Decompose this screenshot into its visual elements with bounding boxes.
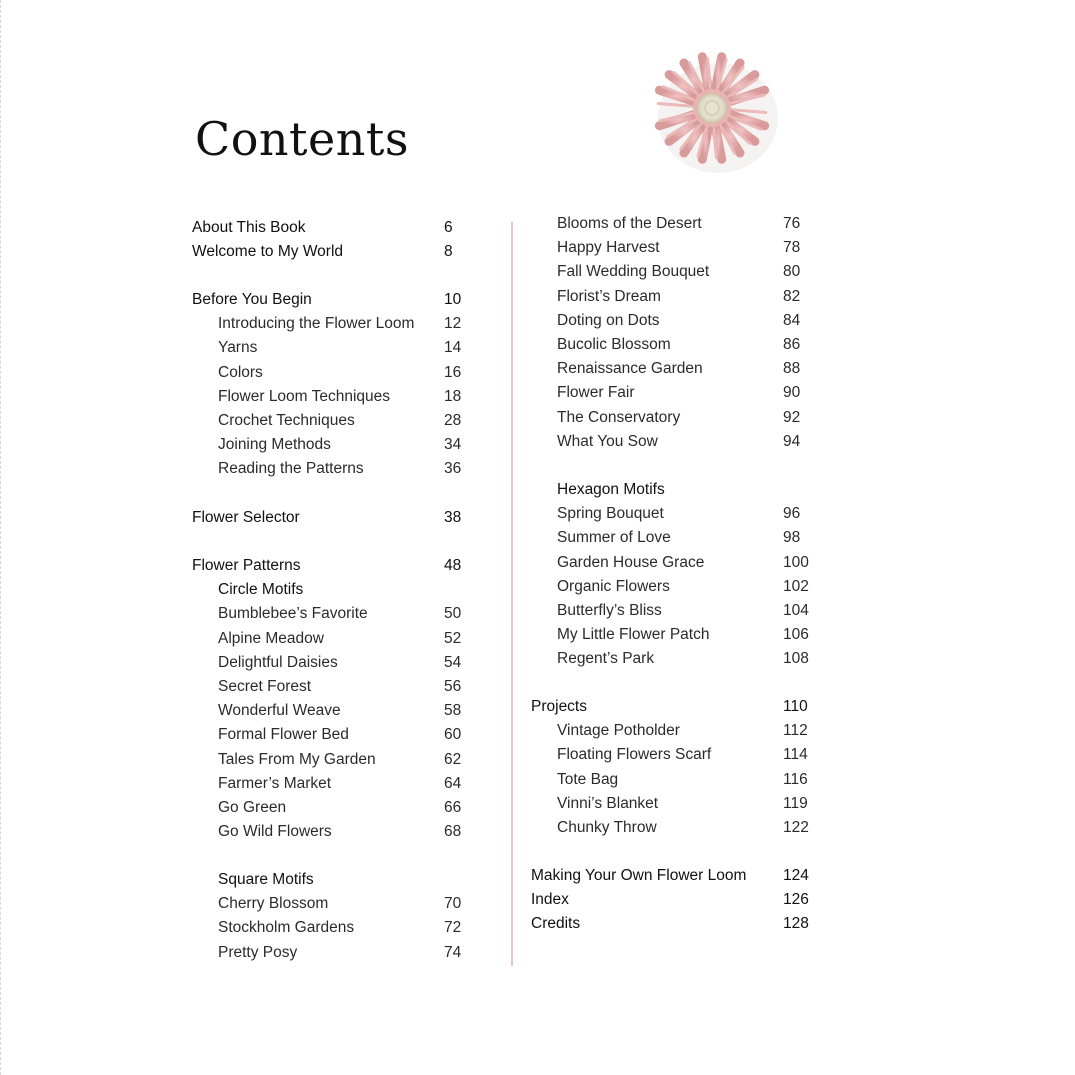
toc-entry-label: Formal Flower Bed <box>218 726 349 744</box>
toc-entry-label: Farmer’s Market <box>218 774 332 792</box>
toc-entry-label: Making Your Own Flower Loom <box>531 867 747 884</box>
toc-entry-label: Reading the Patterns <box>218 460 364 478</box>
toc-page-number: 128 <box>783 915 809 933</box>
toc-entry-label: Crochet Techniques <box>218 412 355 429</box>
toc-entry-label: Alpine Meadow <box>218 629 324 647</box>
toc-page-number: 34 <box>444 436 462 454</box>
toc-entry-label: Doting on Dots <box>557 311 660 329</box>
toc-entry-label: Vintage Potholder <box>557 722 680 740</box>
toc-page-number: 48 <box>444 557 462 574</box>
toc-page-number: 84 <box>783 311 801 329</box>
toc-page-number: 100 <box>783 553 809 571</box>
toc-page-number: 126 <box>783 891 809 909</box>
toc-page-number: 102 <box>783 577 809 595</box>
toc-entry-label: Spring Bouquet <box>557 505 664 523</box>
page-edge <box>0 0 3 1075</box>
toc-entry-label: Bumblebee’s Favorite <box>218 605 368 623</box>
toc-page-number: 6 <box>444 219 453 236</box>
toc-page-number: 12 <box>444 315 462 333</box>
toc-page-number: 52 <box>444 629 462 647</box>
toc-entry-label: Chunky Throw <box>557 819 657 836</box>
toc-page-number: 78 <box>783 239 801 257</box>
toc-entry-label: Flower Patterns <box>192 557 301 574</box>
toc-page-number: 108 <box>783 650 809 668</box>
toc-entry-label: Joining Methods <box>218 436 331 454</box>
toc-entry-label: Square Motifs <box>218 871 314 888</box>
toc-entry-label: Before You Begin <box>192 291 312 308</box>
toc-page-number: 98 <box>783 529 801 547</box>
toc-entry-label: Cherry Blossom <box>218 895 329 913</box>
toc-page-number: 50 <box>444 605 462 623</box>
toc-page-number: 58 <box>444 702 462 720</box>
toc-page-number: 96 <box>783 505 801 523</box>
column-divider <box>511 222 513 966</box>
toc-entry-label: Regent’s Park <box>557 650 655 668</box>
toc-page-number: 114 <box>783 746 808 764</box>
toc-page-number: 28 <box>444 412 462 429</box>
toc-entry-label: Credits <box>531 915 581 933</box>
toc-page-number: 90 <box>783 384 801 402</box>
toc-entry-label: Summer of Love <box>557 529 671 547</box>
toc-entry-label: Garden House Grace <box>557 553 705 571</box>
toc-entry-label: Vinni’s Blanket <box>557 794 659 812</box>
toc-page-number: 18 <box>444 387 462 405</box>
toc-entry-label: My Little Flower Patch <box>557 626 710 644</box>
toc-page-number: 110 <box>783 698 808 715</box>
toc-entry-label: Circle Motifs <box>218 581 304 599</box>
toc-entry-label: Organic Flowers <box>557 577 670 595</box>
toc-page-number: 66 <box>444 799 462 816</box>
toc-entry-label: Happy Harvest <box>557 239 660 257</box>
toc-entry-label: Hexagon Motifs <box>557 481 665 498</box>
toc-entry-label: Flower Selector <box>192 509 300 526</box>
page-title: Contents <box>195 112 409 166</box>
toc-page-number: 119 <box>783 794 808 812</box>
toc-page-number: 88 <box>783 360 801 378</box>
toc-entry-label: Florist’s Dream <box>557 287 661 305</box>
toc-entry-label: What You Sow <box>557 432 658 450</box>
toc-entry-label: Projects <box>531 698 587 715</box>
toc-page-number: 74 <box>444 943 462 961</box>
toc-entry-label: Secret Forest <box>218 678 312 695</box>
toc-page-number: 60 <box>444 726 462 744</box>
crochet-flower-image <box>640 40 790 180</box>
toc-entry-label: Tote Bag <box>557 770 619 788</box>
toc-page-number: 10 <box>444 291 462 308</box>
toc-entry-label: Index <box>531 891 569 909</box>
toc-entry-label: Flower Loom Techniques <box>218 387 391 405</box>
toc-entry-label: Fall Wedding Bouquet <box>557 263 710 281</box>
toc-entry-label: Floating Flowers Scarf <box>557 746 712 764</box>
toc-entry-label: Welcome to My World <box>192 243 344 261</box>
toc-entry-label: Yarns <box>218 339 258 357</box>
toc-page-number: 82 <box>783 287 801 305</box>
toc-page-number: 64 <box>444 774 462 792</box>
toc-page-number: 104 <box>783 602 809 619</box>
toc-page-number: 72 <box>444 919 462 937</box>
toc-page-number: 92 <box>783 408 801 426</box>
toc-page-number: 8 <box>444 243 453 261</box>
toc-entry-label: Tales From My Garden <box>218 750 376 768</box>
toc-page-number: 112 <box>783 722 808 740</box>
toc-entry-label: Stockholm Gardens <box>218 919 355 937</box>
toc-page-number: 116 <box>783 770 808 788</box>
toc-entry-label: The Conservatory <box>557 408 681 426</box>
toc-page-number: 14 <box>444 339 462 357</box>
toc-page-number: 124 <box>783 867 809 884</box>
toc-entry-label: Go Green <box>218 799 287 816</box>
toc-entry-label: Flower Fair <box>557 384 635 402</box>
toc-page-number: 80 <box>783 263 801 281</box>
toc-entry-label: Colors <box>218 363 263 381</box>
toc-entry-label: Renaissance Garden <box>557 360 703 378</box>
toc-page-number: 56 <box>444 678 462 695</box>
toc-page-number: 62 <box>444 750 462 768</box>
toc-entry-label: Butterfly’s Bliss <box>557 602 662 619</box>
toc-entry-label: Delightful Daisies <box>218 653 338 671</box>
toc-page-number: 68 <box>444 823 462 841</box>
toc-page-number: 122 <box>783 819 809 836</box>
toc-page-number: 38 <box>444 509 462 526</box>
toc-page-number: 94 <box>783 432 801 450</box>
toc-page-number: 54 <box>444 653 462 671</box>
toc-page-number: 76 <box>783 215 801 232</box>
toc-page-number: 70 <box>444 895 462 913</box>
toc-page-number: 36 <box>444 460 462 478</box>
toc-entry-label: Wonderful Weave <box>218 702 341 720</box>
toc-entry-label: Go Wild Flowers <box>218 823 332 841</box>
toc-entry-label: About This Book <box>192 219 306 236</box>
toc-page-number: 106 <box>783 626 809 644</box>
toc-page-number: 86 <box>783 336 801 353</box>
toc-entry-label: Pretty Posy <box>218 943 298 961</box>
toc-entry-label: Bucolic Blossom <box>557 336 671 353</box>
toc-entry-label: Introducing the Flower Loom <box>218 315 415 333</box>
toc-page-number: 16 <box>444 363 462 381</box>
toc-entry-label: Blooms of the Desert <box>557 215 702 232</box>
